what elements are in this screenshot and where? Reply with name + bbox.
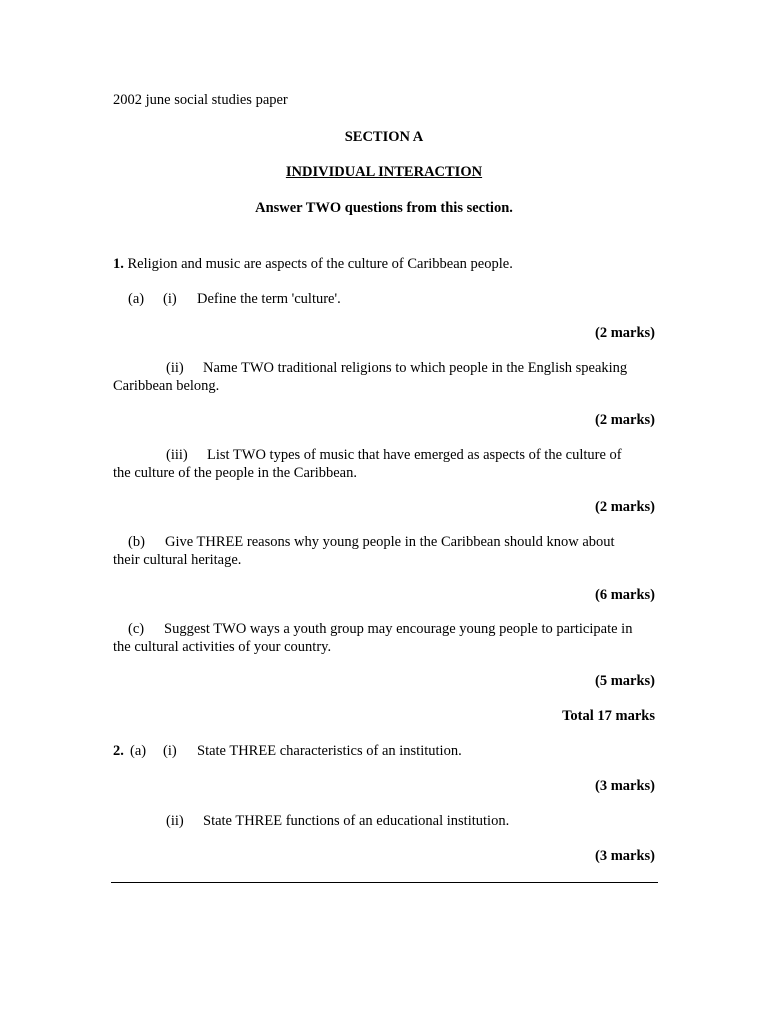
q1-a-ii-text-1: Name TWO traditional religions to which people in the English speaking bbox=[203, 360, 628, 376]
q1-a-iii-label: (iii) bbox=[166, 447, 188, 463]
q2-a-ii-label: (ii) bbox=[166, 813, 184, 829]
q2-a-i-label: (i) bbox=[163, 743, 177, 759]
q2-a-ii-marks: (3 marks) bbox=[594, 848, 655, 864]
q2-a-i-marks: (3 marks) bbox=[594, 778, 655, 794]
q1-a-ii-text-2: Caribbean belong. bbox=[113, 378, 220, 394]
section-subtitle: INDIVIDUAL INTERACTION bbox=[285, 164, 483, 180]
q1-a-i-label: (i) bbox=[163, 291, 177, 307]
question-2-number: 2. bbox=[113, 743, 124, 759]
q1-a-iii-text-1: List TWO types of music that have emerged as aspects of the culture of bbox=[207, 447, 622, 463]
q1-a-i-text: Define the term 'culture'. bbox=[197, 291, 341, 307]
q1-c-label: (c) bbox=[128, 621, 145, 637]
q2-a-ii-text: State THREE functions of an educational institution. bbox=[203, 813, 510, 829]
q1-b-text-2: their cultural heritage. bbox=[113, 552, 242, 568]
question-1-stem bbox=[113, 255, 513, 273]
q1-a-ii-marks: (2 marks) bbox=[594, 412, 655, 428]
q1-a-ii-label: (ii) bbox=[166, 360, 184, 376]
q2-a-label: (a) bbox=[130, 743, 147, 759]
q1-c-text-2: the cultural activities of your country. bbox=[113, 639, 332, 655]
q1-c-text-1: Suggest TWO ways a youth group may encourage young people to participate in bbox=[164, 621, 633, 637]
q1-b-text-1: Give THREE reasons why young people in the Caribbean should know about bbox=[165, 534, 615, 550]
q1-a-label: (a) bbox=[128, 291, 145, 307]
question-1-text: Religion and music are aspects of the culture of Caribbean people. bbox=[123, 256, 513, 272]
question-1-number: 1. bbox=[113, 256, 124, 272]
q1-b-label: (b) bbox=[128, 534, 145, 550]
q1-total-marks: Total 17 marks bbox=[562, 708, 655, 724]
q1-a-iii-marks: (2 marks) bbox=[594, 499, 655, 515]
q1-c-marks: (5 marks) bbox=[594, 673, 655, 689]
q1-a-i-marks: (2 marks) bbox=[594, 325, 655, 341]
section-heading: SECTION A bbox=[344, 129, 424, 145]
q1-a-iii-text-2: the culture of the people in the Caribbean. bbox=[113, 465, 357, 481]
section-instruction: Answer TWO questions from this section. bbox=[255, 200, 513, 216]
page-footer-rule bbox=[111, 882, 658, 883]
q2-a-i-text: State THREE characteristics of an institution. bbox=[197, 743, 462, 759]
paper-title: 2002 june social studies paper bbox=[113, 92, 288, 108]
q1-b-marks: (6 marks) bbox=[594, 587, 655, 603]
